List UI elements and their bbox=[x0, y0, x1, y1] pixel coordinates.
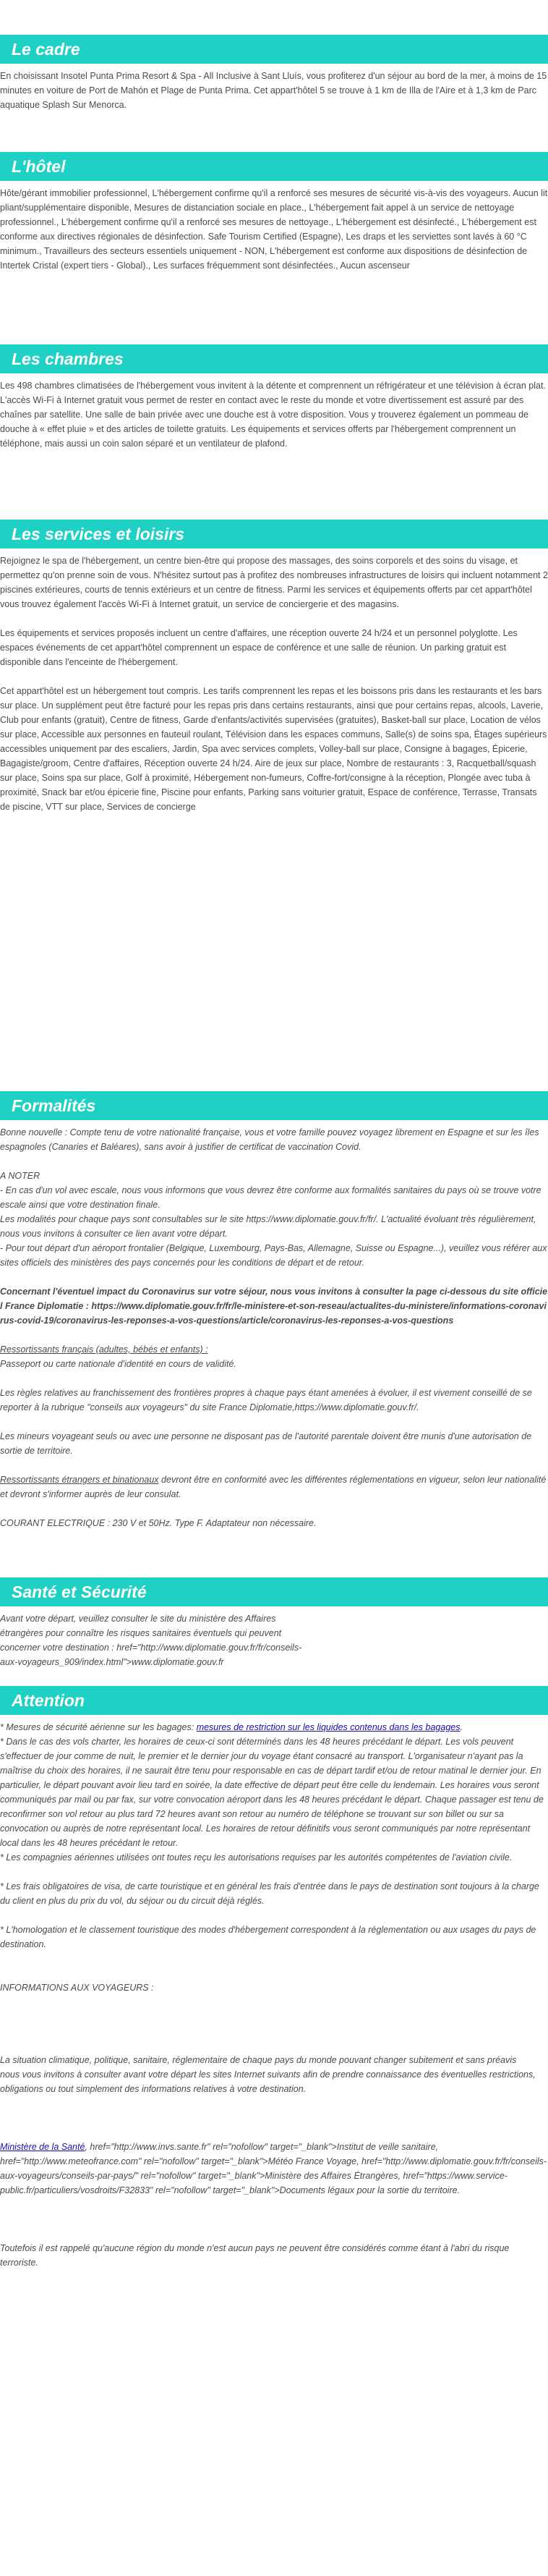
services-p1: Rejoignez le spa de l'hébergement, un centre bien-être qui propose des massages, des soins corporels et des soins du visage, et permettez qu'on prenne soin de vous. N'hésitez surtout pas à profitez des nombreuses infrastructures de loisirs qui incluent notamment 2 piscines extérieures, courts de tennis extérieurs et un centre de fitness. Parmi les services et équipements offerts par cet appart'hôtel vous trouvez également l'accès Wi-Fi à Internet gratuit, un service de conciergerie et des magasins. bbox=[0, 556, 548, 609]
terrorisme-text: Toutefois il est rappelé qu'aucune région du monde n'est aucun pays ne peuvent être considérés comme étant à l'abri du risque terroriste. bbox=[0, 2243, 510, 2268]
attention-p1-first bbox=[0, 1720, 548, 1734]
situation-text: La situation climatique, politique, sanitaire, réglementaire de chaque pays du monde pouvant changer subitement et sans préavis nous vous invitons à consulter avant votre départ les sites Internet suivants afin de prendre connaissance des éventuelles restrictions, obligations ou tout simplement des informations relatives à votre destination. bbox=[0, 2055, 536, 2094]
etrangers-text: devront être en conformité avec les différentes réglementations en vigueur, selon leur nationalité et devront s'informer auprès de leur consulat. bbox=[0, 1475, 547, 1499]
section-title-attention: Attention bbox=[0, 1686, 548, 1715]
formalites-intro: Bonne nouvelle : Compte tenu de votre nationalité française, vous et votre famille pouvez voyagez librement en Espagne et sur les îles espagnoles (Canaries et Baléares), sans avoir à justifier de certificat de vaccination Covid. bbox=[0, 1127, 539, 1152]
attention-p1-suffix: . bbox=[460, 1722, 463, 1732]
section-title-chambres: Les chambres bbox=[0, 344, 548, 373]
ministere-paragraph bbox=[0, 2140, 548, 2198]
etrangers-paragraph bbox=[0, 1473, 548, 1501]
cadre-text: En choisissant Insotel Punta Prima Resort & Spa - All Inclusive à Sant Lluís, vous profiterez d'un séjour au bord de la mer, à moins de 15 minutes en voiture de Port de Mahón et Plage de Punta Prima. Cet appart'hôtel 5 se trouve à 1 km de Illa de l'Aire et à 1,3 km de Parc aquatique Splash Sur Menorca. bbox=[0, 71, 547, 110]
hotel-text: Hôte/gérant immobilier professionnel, L'hébergement confirme qu'il a renforcé ses mesures de sécurité vis-à-vis des voyageurs. Aucun lit pliant/supplémentaire disponible, Mesures de distanciation sociale en place., L'hébergement fait appel à un service de nettoyage professionnel., L'hébergement confirme qu'il a renforcé ses mesures de nettoyage., L'hébergement est désinfecté., L'hébergement est conforme aux directives régionales de désinfection. Safe Tourism Certified (Espagne), Les draps et les serviettes sont lavés à 60 °C minimum., Travailleurs des secteurs essentiels uniquement - NON, L'hébergement est conforme aux dispositions de désinfection de Intertek Cristal (expert tiers - Global)., Les surfaces fréquemment sont désinfectées., Aucun ascenseur bbox=[0, 188, 548, 271]
covid-notice: Concernant l'éventuel impact du Coronavirus sur votre séjour, nous vous invitons à consulter la page ci-dessous du site officiel France Diplomatie : https://www.diplomatie.gouv.fr/fr/le-ministere-et-son-reseau/actualites-du-ministere/informations-coronavirus-covid-19/coronavirus-les-reponses-a-vos-questions/article/coronavirus-les-reponses-a-vos-questions bbox=[0, 1287, 548, 1326]
ressortissants-fr-label: Ressortissants français (adultes, bébés et enfants) : bbox=[0, 1344, 208, 1355]
section-title-formalites: Formalités bbox=[0, 1091, 548, 1120]
section-attention bbox=[0, 1686, 548, 2270]
note-line: - Pour tout départ d'un aéroport frontalier (Belgique, Luxembourg, Pays-Bas, Allemagne, Suisse ou Espagne...), veuillez vous référer aux sites officiels des ministères des pays concernés pour les conditions de départ et de retour. bbox=[0, 1243, 547, 1268]
courant-text: COURANT ELECTRIQUE : 230 V et 50Hz. Type F. Adaptateur non nécessaire. bbox=[0, 1518, 317, 1528]
section-title-cadre: Le cadre bbox=[0, 35, 548, 64]
infos-voyageurs-title: INFORMATIONS AUX VOYAGEURS : bbox=[0, 1983, 154, 1993]
sante-text: Avant votre départ, veuillez consulter le site du ministère des Affaires étrangères pour connaître les risques sanitaires éventuels qui peuvent concerner votre destination : href="http://www.diplomatie.gouv.fr/fr/conseils-aux-voyageurs_909/index.html">www.diplomatie.gouv.fr bbox=[0, 1614, 302, 1667]
section-title-hotel: L'hôtel bbox=[0, 152, 548, 181]
services-p3: Cet appart'hôtel est un hébergement tout compris. Les tarifs comprennent les repas et les boissons pris dans les restaurants et les bars sur place. Un supplément peut être facturé pour les repas pris dans certains restaurants, ainsi que pour certains repas, alcools, Laverie, Club pour enfants (gratuit), Centre de fitness, Garde d'enfants/activités supervisées (gratuites), Basket-ball sur place, Location de vélos sur place, Accessible aux personnes en fauteuil roulant, Télévision dans les espaces communs, Salle(s) de soins spa, Étages supérieurs accessibles uniquement par des escaliers, Jardin, Spa avec services complets, Volley-ball sur place, Consigne à bagages, Épicerie, Bagagiste/groom, Centre d'affaires, Réception ouverte 24 h/24. Aire de jeux sur place, Nombre de restaurants : 3, Racquetball/squash sur place, Soins spa sur place, Golf à proximité, Hébergement non-fumeurs, Coffre-fort/consigne à la réception, Plongée avec tuba à proximité, Snack bar et/ou épicerie fine, Piscine pour enfants, Parking sans voiturier gratuit, Espace de conférence, Terrasse, Transats de piscine, VTT sur place, Services de concierge bbox=[0, 686, 547, 812]
section-formalites bbox=[0, 1091, 548, 1530]
section-sante bbox=[0, 1577, 548, 1669]
section-chambres bbox=[0, 344, 548, 451]
section-title-sante: Santé et Sécurité bbox=[0, 1577, 548, 1606]
services-p2: Les équipements et services proposés incluent un centre d'affaires, une réception ouverte 24 h/24 et un personnel polyglotte. Les espaces événements de cet appart'hôtel comprennent un espace de conférence et une salle de réunion. Un parking gratuit est disponible dans l'enceinte de l'hébergement. bbox=[0, 628, 518, 667]
ministere-sante-link[interactable]: Ministère de la Santé bbox=[0, 2142, 85, 2152]
chambres-text: Les 498 chambres climatisées de l'hébergement vous invitent à la détente et comprennent un réfrigérateur et une télévision à écran plat. L'accès Wi-Fi à Internet gratuit vous permet de rester en contact avec le reste du monde et votre divertissement est assuré par des chaînes par satellite. Une salle de bain privée avec une douche est à votre disposition. Vous y trouverez également un pommeau de douche à « effet pluie » et des articles de toilette gratuits. Les équipements et services offerts par l'hébergement comprennent un téléphone, mais aussi un coin salon séparé et un ventilateur de plafond. bbox=[0, 381, 546, 449]
ressortissants-fr-text: Passeport ou carte nationale d'identité en cours de validité. bbox=[0, 1359, 236, 1369]
attention-p1-prefix: * Mesures de sécurité aérienne sur les bagages: bbox=[0, 1722, 197, 1732]
note-title: A NOTER bbox=[0, 1171, 40, 1181]
frontieres-text: Les règles relatives au franchissement des frontières propres à chaque pays étant amenées à évoluer, il est vivement conseillé de se reporter à la rubrique "conseils aux voyageurs" du site France Diplomatie,https://www.diplomatie.gouv.fr/. bbox=[0, 1388, 532, 1412]
mineurs-text: Les mineurs voyageant seuls ou avec une personne ne disposant pas de l'autorité parentale doivent être munis d'une autorisation de sortie de territoire. bbox=[0, 1431, 532, 1456]
section-hotel bbox=[0, 152, 548, 273]
attention-charter-text: * Dans le cas des vols charter, les horaires de ceux-ci sont déterminés dans les 48 heures précédant le départ. Les vols peuvent s'effectuer de jour comme de nuit, le premier et le dernier jour du voyage étant consacré au transport. L'organisateur n'ayant pas la maîtrise du choix des horaires, il ne saurait être tenu pour responsable en cas de départ tardif et/ou de retour matinal le dernier jour. En particulier, le départ pouvant avoir lieu tard en soirée, la date effective de départ peut être celle du lendemain. Les horaires vous seront communiqués par mail ou par fax, sur votre convocation aéroport dans les 48 heures précédant le départ. Chaque passager est tenu de reconfirmer son vol retour au plus tard 72 heures avant son retour au numéro de téléphone se trouvant sur son billet ou sur sa convocation ou auprès de notre représentant local. Les horaires de retour définitifs vous seront communiqués par notre représentant local dans les 48 heures précédant le retour. bbox=[0, 1737, 544, 1848]
etrangers-label: Ressortissants étrangers et binationaux bbox=[0, 1475, 159, 1485]
attention-visa-text: * Les frais obligatoires de visa, de carte touristique et en général les frais d'entrée dans le pays de destination sont toujours à la charge du client en plus du prix du vol, du séjour ou du circuit déjà réglés. bbox=[0, 1881, 539, 1906]
liquides-restriction-link[interactable]: mesures de restriction sur les liquides contenus dans les bagages bbox=[196, 1722, 461, 1732]
sante-text-a bbox=[0, 1611, 318, 1669]
section-services bbox=[0, 520, 548, 814]
note-line: Les modalités pour chaque pays sont consultables sur le site https://www.diplomatie.gouv.fr/fr/. L'actualité évoluant très régulièrement, nous vous invitons à consulter ce lien avant votre départ. bbox=[0, 1214, 536, 1239]
section-title-services: Les services et loisirs bbox=[0, 520, 548, 548]
section-cadre bbox=[0, 35, 548, 112]
attention-compagnies-text: * Les compagnies aériennes utilisées ont toutes reçu les autorisations requises par les autorités compétentes de l'aviation civile. bbox=[0, 1852, 513, 1863]
ministere-rest-text: , href="http://www.invs.sante.fr" rel="nofollow" target="_blank">Institut de veille sanitaire, href="http://www.meteofrance.com" rel="nofollow" target="_blank">Météo France Voyage, href="http://www.diplomatie.gouv.fr/fr/conseils-aux-voyageurs/conseils-par-pays/" rel="nofollow" target="_blank">Ministère des Affaires Étrangères, href="https://www.service-public.fr/particuliers/vosdroits/F32833" rel="nofollow" target="_blank">Documents légaux pour la sortie du territoire. bbox=[0, 2142, 547, 2195]
attention-homologation-text: * L'homologation et le classement touristique des modes d'hébergement correspondent à la réglementation ou aux usages du pays de destination. bbox=[0, 1925, 536, 1949]
note-line: - En cas d'un vol avec escale, nous vous informons que vous devrez être conforme aux formalités sanitaires du pays où se trouve votre escale ainsi que votre destination finale. bbox=[0, 1185, 541, 1210]
